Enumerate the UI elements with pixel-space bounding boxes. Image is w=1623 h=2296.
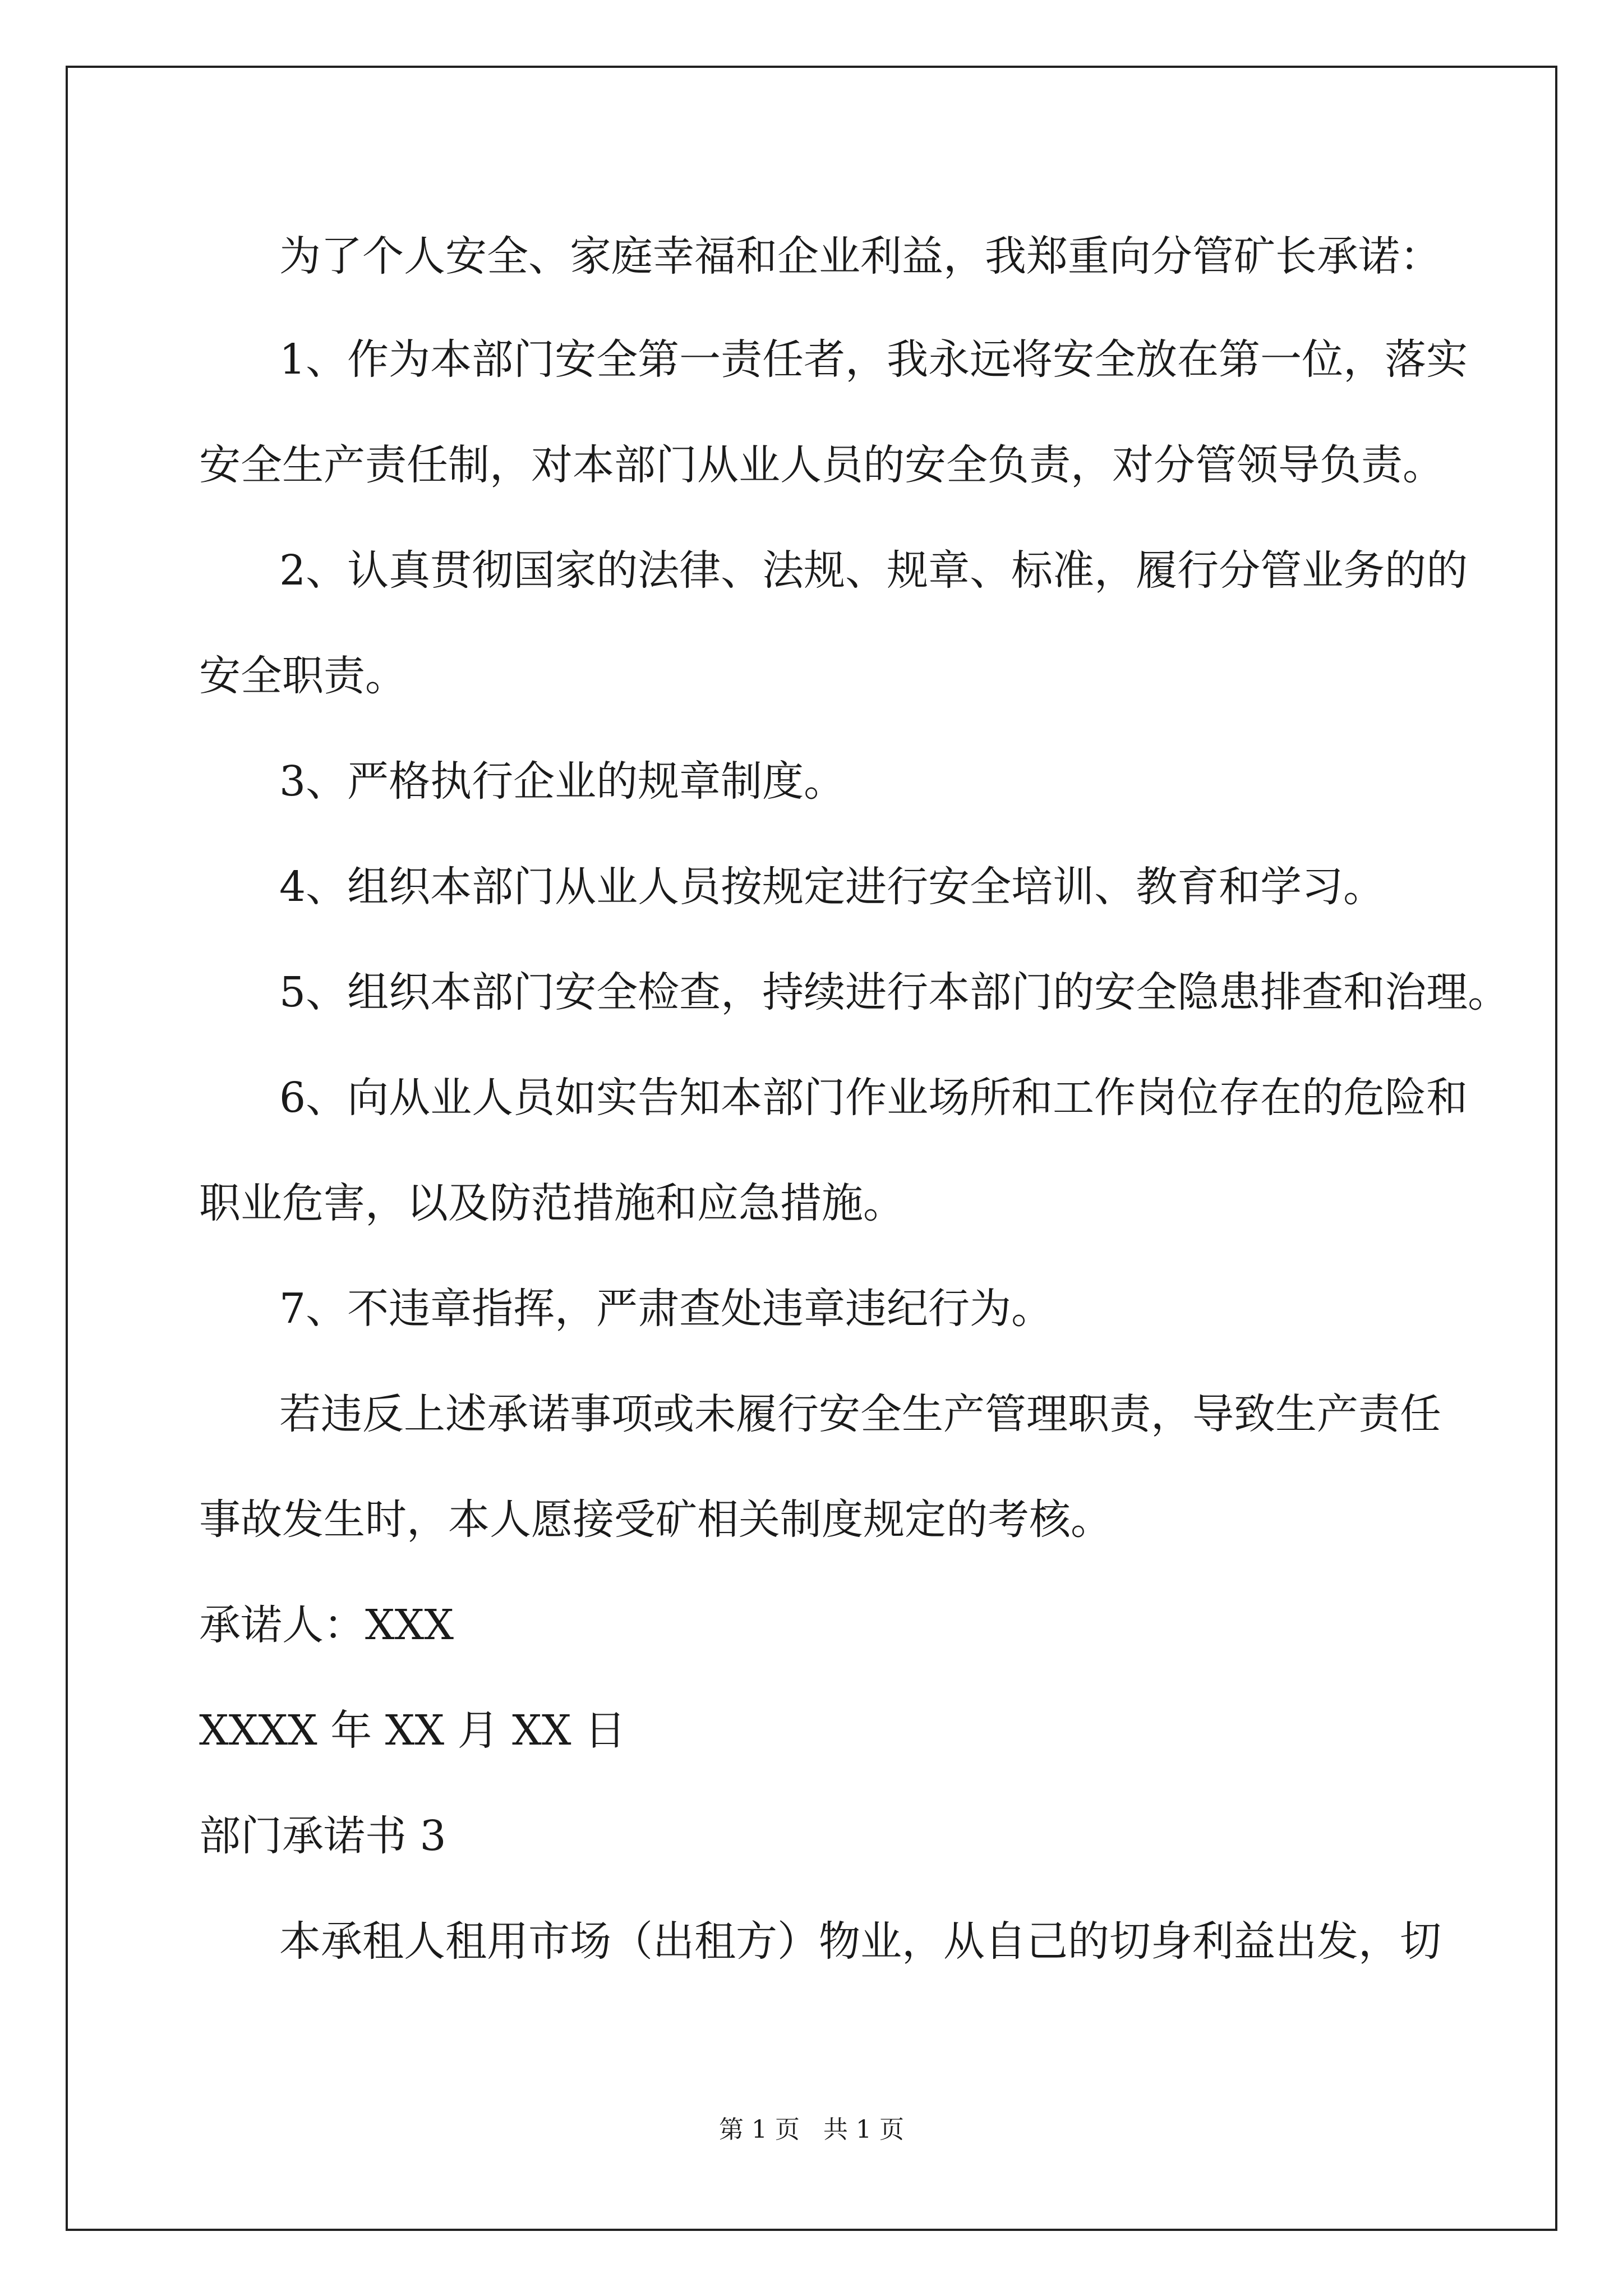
- section-heading: 部门承诺书 3: [199, 1812, 446, 1860]
- next-section-paragraph: 本承租人租用市场（出租方）物业，从自己的切身利益出发，切: [279, 1917, 1441, 1966]
- pledge-item-1-line-2: 安全生产责任制，对本部门从业人员的安全负责，对分管领导负责。: [199, 441, 1444, 489]
- pledge-item-6-line-1: 6、向从业人员如实告知本部门作业场所和工作岗位存在的危险和: [279, 1074, 1468, 1122]
- consequence-line-2: 事故发生时，本人愿接受矿相关制度规定的考核。: [199, 1496, 1112, 1544]
- signatory: 承诺人：XXX: [199, 1601, 454, 1649]
- sign-date: XXXX 年 XX 月 XX 日: [199, 1706, 626, 1755]
- page-border: [66, 66, 1557, 2231]
- page-footer: 第 1 页 共 1 页: [719, 2115, 904, 2144]
- pledge-item-1-line-1: 1、作为本部门安全第一责任者，我永远将安全放在第一位，落实: [279, 335, 1468, 384]
- pledge-item-5: 5、组织本部门安全检查，持续进行本部门的安全隐患排查和治理。: [279, 968, 1510, 1016]
- consequence-line-1: 若违反上述承诺事项或未履行安全生产管理职责，导致生产责任: [279, 1390, 1441, 1438]
- pledge-item-7: 7、不违章指挥，严肃查处违章违纪行为。: [279, 1285, 1053, 1333]
- pledge-item-6-line-2: 职业危害，以及防范措施和应急措施。: [199, 1179, 905, 1227]
- pledge-item-4: 4、组织本部门从业人员按规定进行安全培训、教育和学习。: [279, 863, 1385, 911]
- pledge-item-2-line-2: 安全职责。: [199, 652, 407, 700]
- pledge-item-2-line-1: 2、认真贯彻国家的法律、法规、规章、标准，履行分管业务的的: [279, 546, 1468, 595]
- pledge-item-3: 3、严格执行企业的规章制度。: [279, 757, 846, 806]
- intro-paragraph: 为了个人安全、家庭幸福和企业利益，我郑重向分管矿长承诺：: [279, 232, 1441, 280]
